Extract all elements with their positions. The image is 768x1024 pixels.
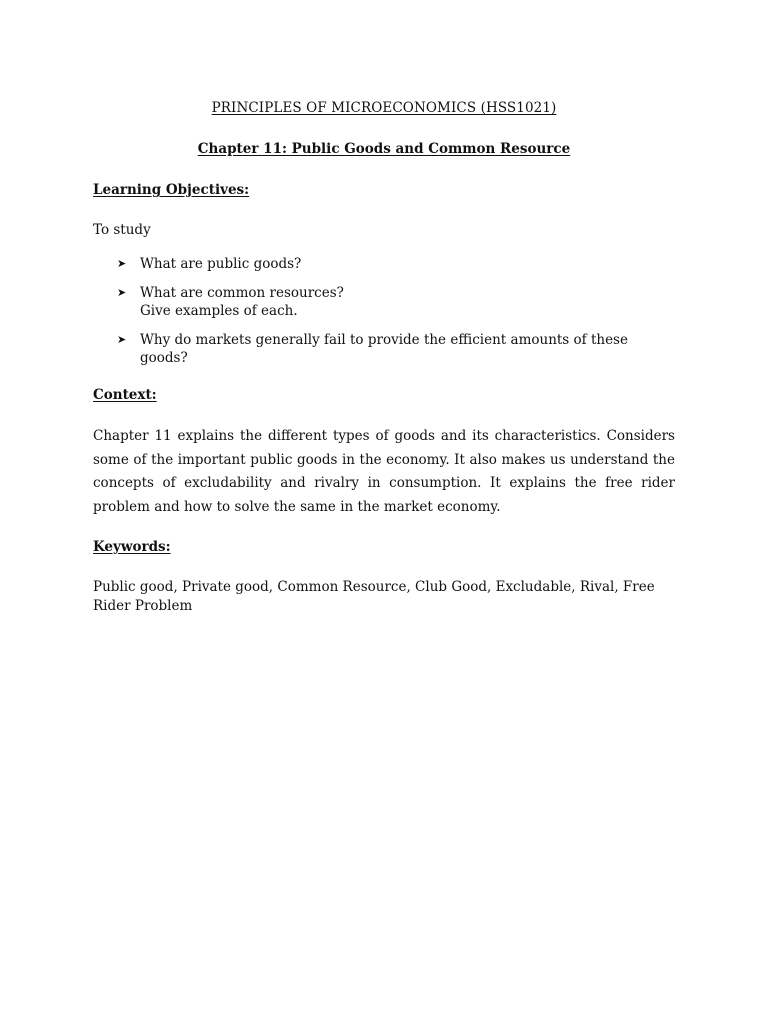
keywords-paragraph: Public good, Private good, Common Resource, Club Good, Excludable, Rival, Free Rider Problem bbox=[93, 579, 655, 614]
list-item bbox=[117, 331, 657, 367]
context-heading: Context: bbox=[93, 387, 157, 403]
context-paragraph: Chapter 11 explains the different types of goods and its characteristics. Considers some of the important public goods in the economy. It also makes us understand the concepts of excludability and rivalry in consumption. It explains the free rider problem and how to solve the same in the market economy. bbox=[93, 428, 675, 515]
list-item-text: goods? bbox=[140, 350, 188, 366]
arrowhead-bullet-icon: ➤ bbox=[117, 286, 127, 299]
list-item-text: Give examples of each. bbox=[140, 303, 298, 319]
list-item-text: What are common resources? bbox=[140, 285, 344, 301]
learning-objectives-intro: To study bbox=[93, 222, 151, 238]
learning-objectives-list bbox=[117, 255, 657, 378]
list-item-text: What are public goods? bbox=[140, 256, 302, 272]
arrowhead-bullet-icon: ➤ bbox=[117, 333, 127, 346]
course-title: PRINCIPLES OF MICROECONOMICS (HSS1021) bbox=[211, 100, 557, 116]
keywords-heading: Keywords: bbox=[93, 539, 171, 555]
learning-objectives-heading: Learning Objectives: bbox=[93, 182, 250, 198]
chapter-title: Chapter 11: Public Goods and Common Resource bbox=[197, 141, 571, 157]
list-item bbox=[117, 284, 657, 320]
arrowhead-bullet-icon: ➤ bbox=[117, 257, 127, 270]
list-item bbox=[117, 255, 657, 273]
list-item-text: Why do markets generally fail to provide the efficient amounts of these bbox=[140, 332, 628, 348]
